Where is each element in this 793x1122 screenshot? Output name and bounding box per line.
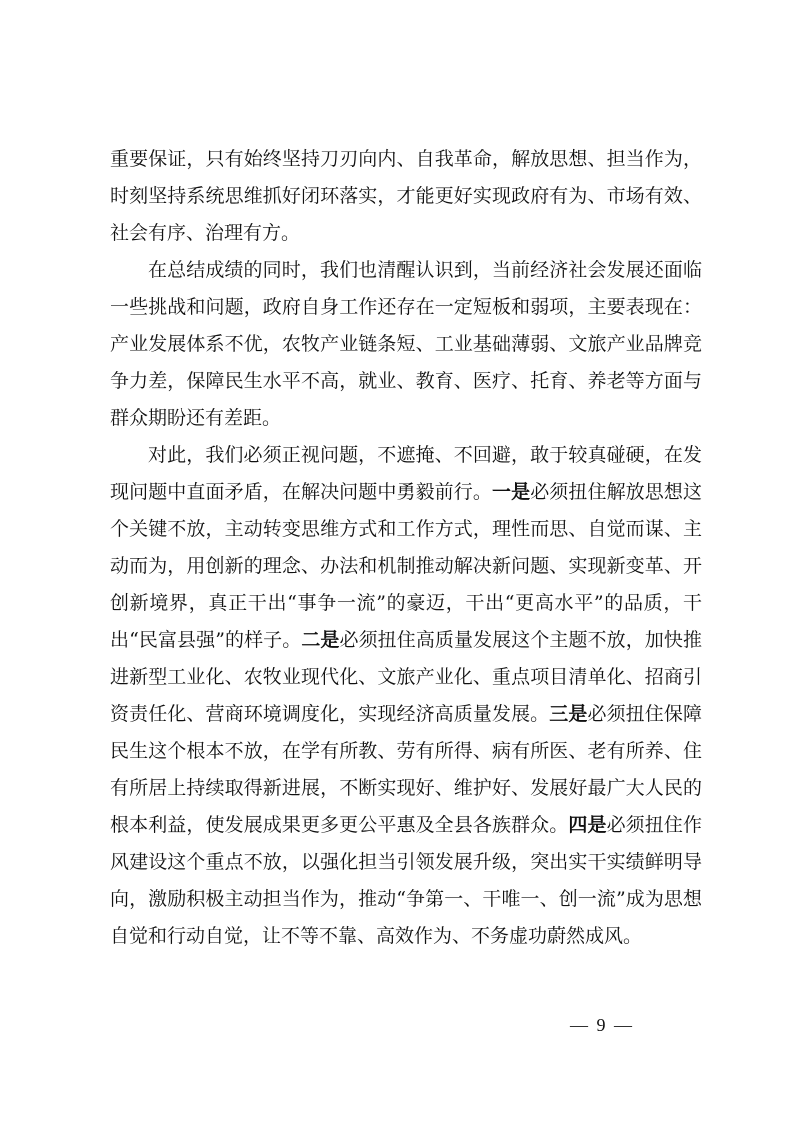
page-number: — 9 — bbox=[570, 1015, 634, 1035]
paragraph-text: 对此，我们必须正视问题，不遮掩、不回避，敢于较真碰硬，在发现问题中直面矛盾，在解决问题中勇毅前行。 bbox=[110, 444, 702, 503]
paragraph-text: 必须扭住作风建设这个重点不放，以强化担当引领发展升级，突出实干实绩鲜明导向，激励积极主动担当作为，推动“争第一、干唯一、创一流”成为思想自觉和行动自觉，让不等不靠、高效作为、不务虚功蔚然成风。 bbox=[110, 814, 702, 947]
emphasis-label: 四是 bbox=[568, 814, 607, 836]
paragraph-text: 必须扭住保障民生这个根本不放，在学有所教、劳有所得、病有所医、老有所养、住有所居上持续取得新进展，不断实现好、维护好、发展好最广大人民的根本利益，使发展成果更多更公平惠及全县各族群众。 bbox=[110, 703, 702, 836]
paragraph-text: 在总结成绩的同时，我们也清醒认识到，当前经济社会发展还面临一些挑战和问题，政府自身工作还存在一定短板和弱项，主要表现在：产业发展体系不优，农牧产业链条短、工业基础薄弱、文旅产业品牌竞争力差，保障民生水平不高，就业、教育、医疗、托育、养老等方面与群众期盼还有差距。 bbox=[110, 259, 702, 429]
paragraph-text: 必须扭住解放思想这个关键不放，主动转变思维方式和工作方式，理性而思、自觉而谋、主动而为，用创新的理念、办法和机制推动解决新问题、实现新变革、开创新境界，真正干出“事争一流”的豪迈，干出“更高水平”的品质，干出“民富县强”的样子。 bbox=[110, 481, 702, 651]
emphasis-label: 三是 bbox=[549, 703, 588, 725]
paragraph bbox=[110, 437, 702, 955]
paragraph bbox=[110, 141, 702, 252]
paragraph-text: 重要保证，只有始终坚持刀刃向内、自我革命，解放思想、担当作为，时刻坚持系统思维抓好闭环落实，才能更好实现政府有为、市场有效、社会有序、治理有方。 bbox=[110, 148, 702, 244]
emphasis-label: 一是 bbox=[491, 481, 531, 503]
document-body bbox=[110, 141, 702, 955]
paragraph-text: 必须扭住高质量发展这个主题不放，加快推进新型工业化、农牧业现代化、文旅产业化、重点项目清单化、招商引资责任化、营商环境调度化，实现经济高质量发展。 bbox=[110, 629, 702, 725]
paragraph bbox=[110, 252, 702, 437]
emphasis-label: 二是 bbox=[301, 629, 340, 651]
